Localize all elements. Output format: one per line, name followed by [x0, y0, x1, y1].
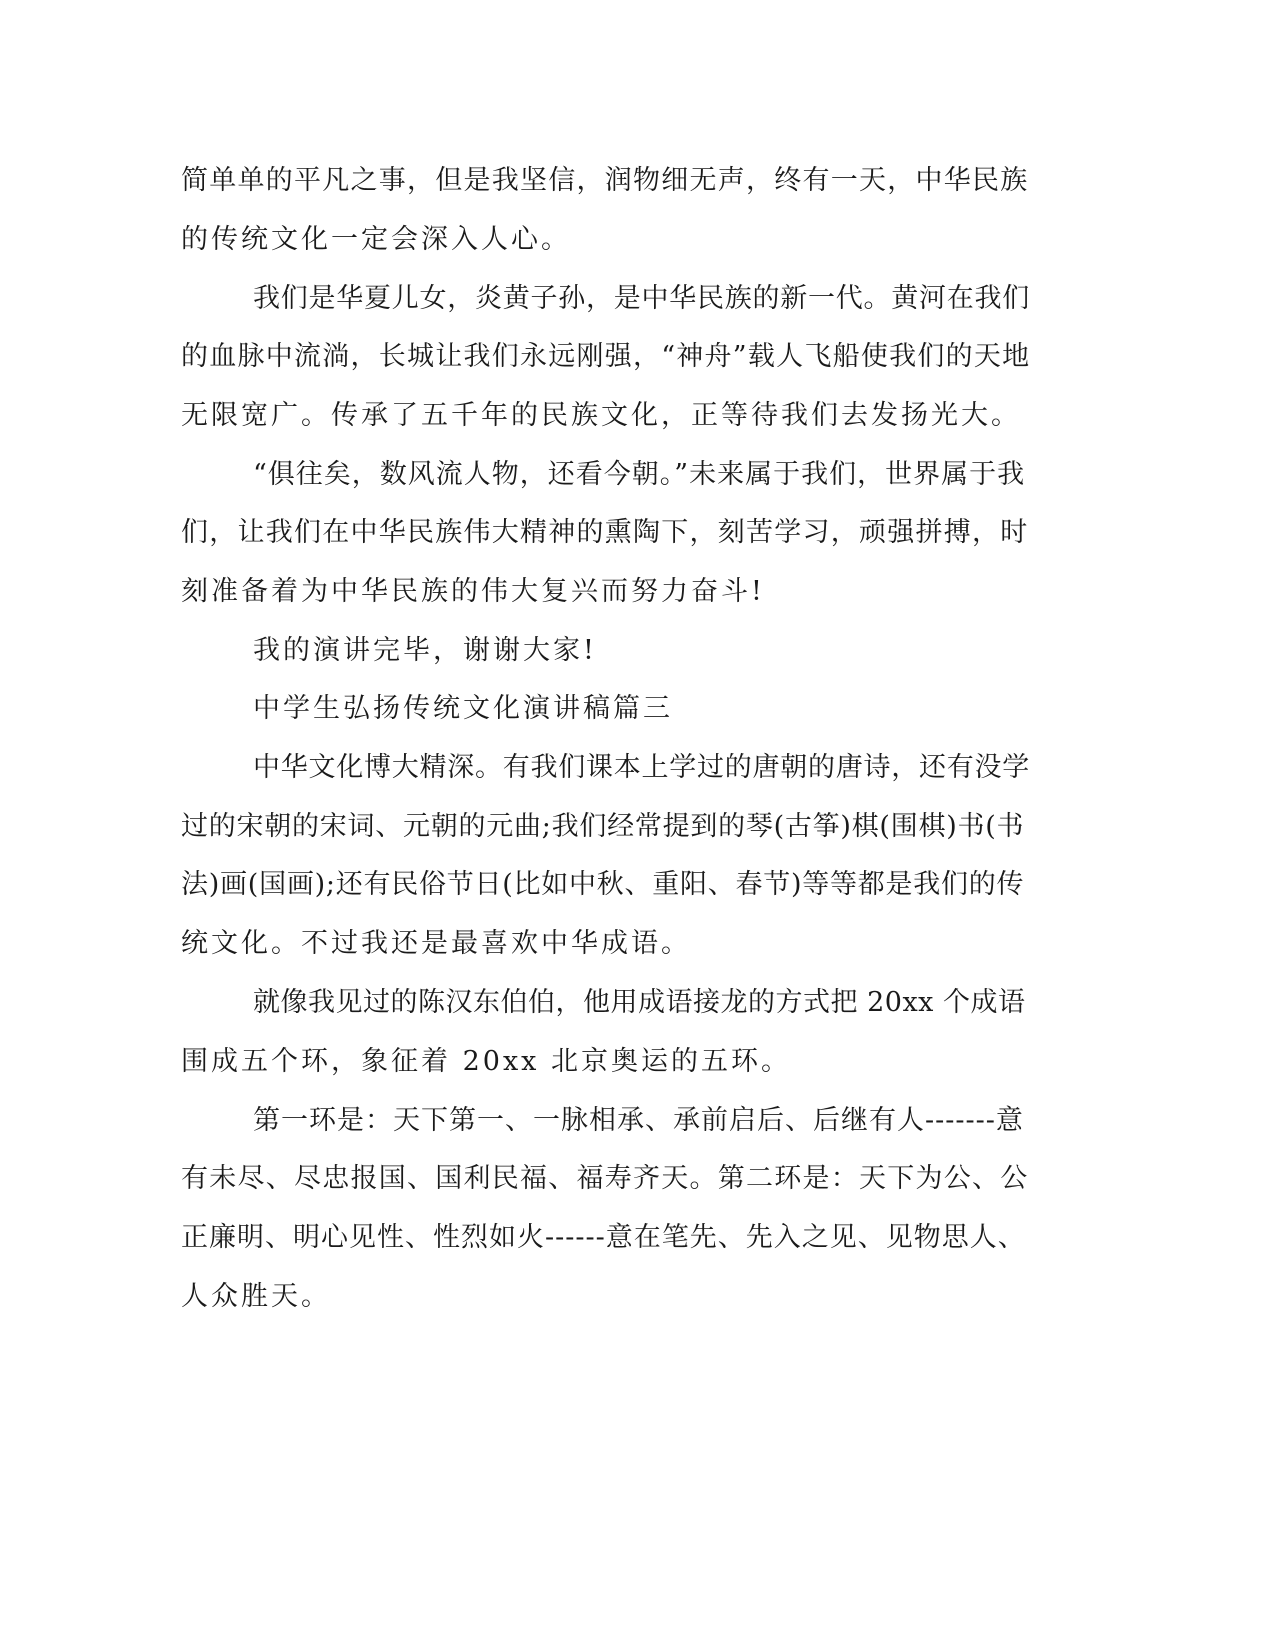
- text-line: 过的宋朝的宋词、元朝的元曲;我们经常提到的琴(古筝)棋(围棋)书(书: [181, 811, 1025, 842]
- text-line: 围成五个环，象征着 20xx 北京奥运的五环。: [181, 1046, 791, 1077]
- text-line: 的传统文化一定会深入人心。: [181, 224, 571, 255]
- text-line: 的血脉中流淌，长城让我们永远刚强，“神舟”载人飞船使我们的天地: [181, 341, 1031, 372]
- text-line: 刻准备着为中华民族的伟大复兴而努力奋斗!: [181, 576, 765, 607]
- text-line: 无限宽广。传承了五千年的民族文化，正等待我们去发扬光大。: [181, 400, 1021, 431]
- text-line: 有未尽、尽忠报国、国利民福、福寿齐天。第二环是：天下为公、公: [181, 1163, 1029, 1194]
- text-line: 简单单的平凡之事，但是我坚信，润物细无声，终有一天，中华民族: [181, 165, 1029, 196]
- text-line: 我的演讲完毕，谢谢大家!: [253, 635, 597, 666]
- text-line: 第一环是：天下第一、一脉相承、承前启后、后继有人-------意: [253, 1105, 1024, 1136]
- text-line: 们，让我们在中华民族伟大精神的熏陶下，刻苦学习，顽强拼搏，时: [181, 517, 1029, 548]
- section-heading: 中学生弘扬传统文化演讲稿篇三: [253, 693, 673, 724]
- text-line: “俱往矣，数风流人物，还看今朝。”未来属于我们，世界属于我: [253, 459, 1026, 490]
- text-line: 正廉明、明心见性、性烈如火------意在笔先、先入之见、见物思人、: [181, 1222, 1026, 1253]
- text-line: 我们是华夏儿女，炎黄子孙，是中华民族的新一代。黄河在我们: [253, 283, 1030, 314]
- text-line: 中华文化博大精深。有我们课本上学过的唐朝的唐诗，还有没学: [253, 752, 1030, 783]
- text-line: 就像我见过的陈汉东伯伯，他用成语接龙的方式把 20xx 个成语: [253, 987, 1026, 1018]
- text-line: 人众胜天。: [181, 1281, 331, 1312]
- text-line: 法)画(国画);还有民俗节日(比如中秋、重阳、春节)等等都是我们的传: [181, 869, 1025, 900]
- text-line: 统文化。不过我还是最喜欢中华成语。: [181, 928, 691, 959]
